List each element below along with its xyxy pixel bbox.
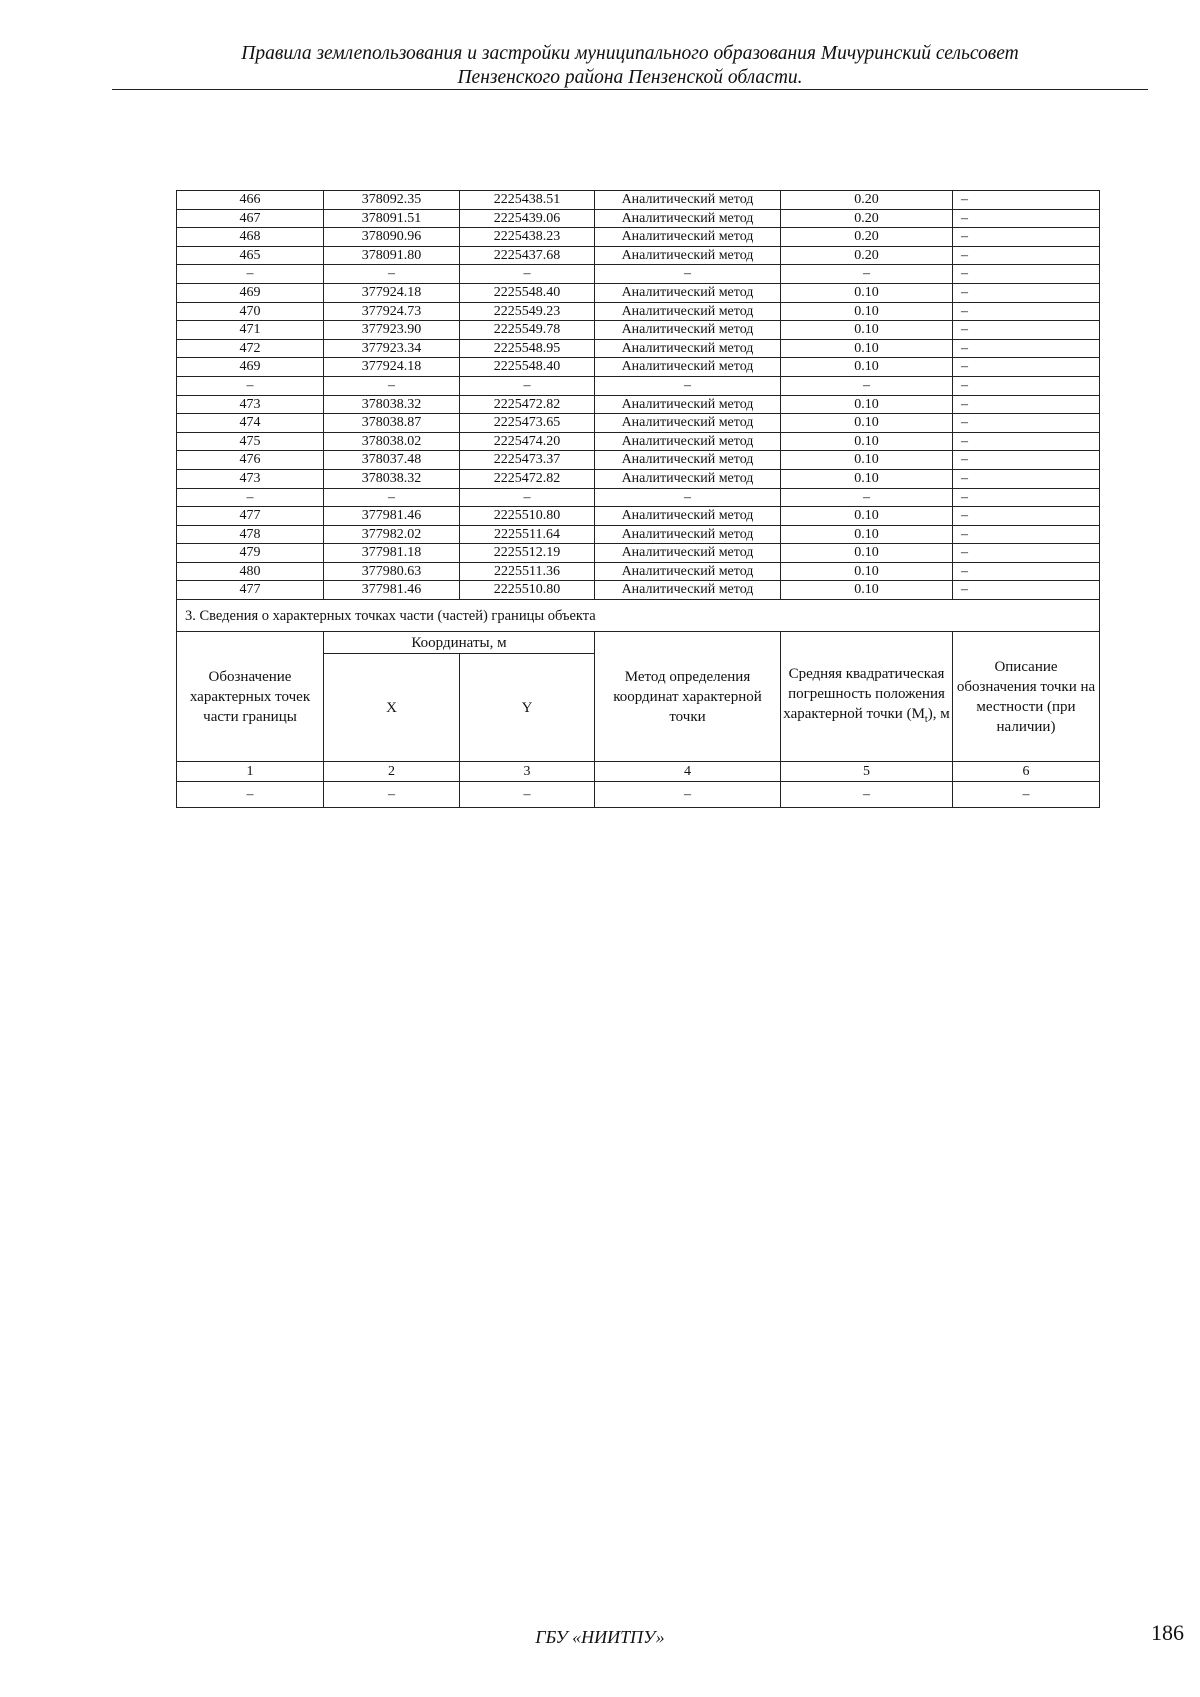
page-number: 186 bbox=[1151, 1620, 1184, 1645]
table-row bbox=[177, 451, 1100, 470]
cell-coord-x: 378038.32 bbox=[324, 395, 460, 414]
cell-point-id: 479 bbox=[177, 544, 324, 563]
table-row bbox=[177, 581, 1100, 600]
cell-error: – bbox=[781, 488, 953, 507]
header-line-2: Пензенского района Пензенской области. bbox=[457, 67, 803, 88]
cell-description: – bbox=[953, 265, 1100, 284]
column-number: 2 bbox=[324, 762, 460, 782]
cell-coord-x: – bbox=[324, 265, 460, 284]
cell-error: 0.10 bbox=[781, 507, 953, 526]
cell-error: – bbox=[781, 376, 953, 395]
table-row bbox=[177, 265, 1100, 284]
cell-method: Аналитический метод bbox=[595, 562, 781, 581]
cell-coord-x: 378090.96 bbox=[324, 228, 460, 247]
cell-coord-y: 2225548.40 bbox=[460, 283, 595, 302]
cell-error: 0.10 bbox=[781, 358, 953, 377]
cell-method: – bbox=[595, 265, 781, 284]
cell-coord-x: 377982.02 bbox=[324, 525, 460, 544]
cell-point-id: 476 bbox=[177, 451, 324, 470]
cell-point-id: 473 bbox=[177, 469, 324, 488]
cell-coord-y: – bbox=[460, 265, 595, 284]
cell-point-id: 480 bbox=[177, 562, 324, 581]
cell-point-id: 470 bbox=[177, 302, 324, 321]
table-row bbox=[177, 469, 1100, 488]
cell-coord-y: 2225439.06 bbox=[460, 209, 595, 228]
cell-point-id: 465 bbox=[177, 246, 324, 265]
table-row bbox=[177, 507, 1100, 526]
cell-error: – bbox=[781, 265, 953, 284]
cell-coord-y: 2225474.20 bbox=[460, 432, 595, 451]
cell-error: 0.20 bbox=[781, 246, 953, 265]
cell-coord-x: 377981.46 bbox=[324, 507, 460, 526]
cell-coord-y: 2225438.51 bbox=[460, 191, 595, 210]
cell-description: – bbox=[953, 488, 1100, 507]
section-3-title-row bbox=[177, 600, 1100, 632]
column-number: 4 bbox=[595, 762, 781, 782]
cell-method: Аналитический метод bbox=[595, 451, 781, 470]
cell-coord-x: 377981.18 bbox=[324, 544, 460, 563]
header-description: Описание обозначения точки на местности (при наличии) bbox=[953, 632, 1100, 762]
cell-coord-y: 2225437.68 bbox=[460, 246, 595, 265]
table-row bbox=[177, 395, 1100, 414]
cell-point-id: 467 bbox=[177, 209, 324, 228]
cell-description: – bbox=[953, 395, 1100, 414]
cell-coord-y: – bbox=[460, 488, 595, 507]
table-row bbox=[177, 432, 1100, 451]
table-row bbox=[177, 228, 1100, 247]
empty-cell: – bbox=[953, 782, 1100, 808]
cell-method: Аналитический метод bbox=[595, 358, 781, 377]
cell-error: 0.10 bbox=[781, 581, 953, 600]
cell-point-id: 466 bbox=[177, 191, 324, 210]
header-error bbox=[781, 632, 953, 762]
header-coordinates: Координаты, м bbox=[324, 632, 595, 654]
cell-coord-x: 377980.63 bbox=[324, 562, 460, 581]
cell-method: Аналитический метод bbox=[595, 339, 781, 358]
cell-error: 0.10 bbox=[781, 283, 953, 302]
cell-coord-x: 377981.46 bbox=[324, 581, 460, 600]
column-number: 6 bbox=[953, 762, 1100, 782]
cell-method: Аналитический метод bbox=[595, 228, 781, 247]
cell-error: 0.10 bbox=[781, 562, 953, 581]
cell-point-id: 478 bbox=[177, 525, 324, 544]
cell-coord-x: 377923.90 bbox=[324, 321, 460, 340]
cell-coord-y: 2225549.23 bbox=[460, 302, 595, 321]
cell-point-id: 477 bbox=[177, 581, 324, 600]
cell-description: – bbox=[953, 562, 1100, 581]
cell-coord-y: 2225548.40 bbox=[460, 358, 595, 377]
cell-method: Аналитический метод bbox=[595, 395, 781, 414]
column-number: 5 bbox=[781, 762, 953, 782]
cell-error: 0.10 bbox=[781, 414, 953, 433]
section-3-empty-row bbox=[177, 782, 1100, 808]
page-header bbox=[112, 42, 1148, 90]
cell-point-id: 468 bbox=[177, 228, 324, 247]
cell-error: 0.20 bbox=[781, 191, 953, 210]
cell-coord-x: 377924.18 bbox=[324, 283, 460, 302]
cell-coord-y: 2225472.82 bbox=[460, 469, 595, 488]
cell-description: – bbox=[953, 339, 1100, 358]
cell-coord-y: 2225510.80 bbox=[460, 581, 595, 600]
table-row bbox=[177, 302, 1100, 321]
cell-point-id: – bbox=[177, 488, 324, 507]
cell-method: Аналитический метод bbox=[595, 283, 781, 302]
cell-error: 0.10 bbox=[781, 432, 953, 451]
cell-error: 0.10 bbox=[781, 469, 953, 488]
table-row bbox=[177, 209, 1100, 228]
cell-method: Аналитический метод bbox=[595, 302, 781, 321]
cell-coord-y: 2225512.19 bbox=[460, 544, 595, 563]
cell-coord-y: 2225472.82 bbox=[460, 395, 595, 414]
cell-description: – bbox=[953, 246, 1100, 265]
cell-description: – bbox=[953, 209, 1100, 228]
cell-description: – bbox=[953, 302, 1100, 321]
cell-coord-x: 378091.51 bbox=[324, 209, 460, 228]
cell-description: – bbox=[953, 469, 1100, 488]
section-3-header-row-1 bbox=[177, 632, 1100, 654]
cell-point-id: 474 bbox=[177, 414, 324, 433]
cell-description: – bbox=[953, 191, 1100, 210]
footer-organization: ГБУ «НИИТПУ» bbox=[535, 1627, 665, 1647]
cell-coord-y: 2225511.64 bbox=[460, 525, 595, 544]
cell-method: Аналитический метод bbox=[595, 191, 781, 210]
cell-point-id: 469 bbox=[177, 358, 324, 377]
cell-coord-y: 2225511.36 bbox=[460, 562, 595, 581]
section-3 bbox=[177, 600, 1100, 808]
cell-method: Аналитический метод bbox=[595, 581, 781, 600]
cell-description: – bbox=[953, 432, 1100, 451]
header-error-text: Средняя квадратическая погрешность положения характерной точки (M bbox=[783, 665, 945, 722]
cell-method: Аналитический метод bbox=[595, 209, 781, 228]
cell-error: 0.10 bbox=[781, 544, 953, 563]
cell-coord-x: 378091.80 bbox=[324, 246, 460, 265]
table-row bbox=[177, 488, 1100, 507]
cell-description: – bbox=[953, 544, 1100, 563]
cell-point-id: 471 bbox=[177, 321, 324, 340]
header-method: Метод определения координат характерной точки bbox=[595, 632, 781, 762]
cell-coord-x: 378038.02 bbox=[324, 432, 460, 451]
cell-error: 0.10 bbox=[781, 395, 953, 414]
cell-point-id: 472 bbox=[177, 339, 324, 358]
table-row bbox=[177, 376, 1100, 395]
table-row bbox=[177, 525, 1100, 544]
cell-coord-y: 2225510.80 bbox=[460, 507, 595, 526]
cell-coord-y: 2225473.65 bbox=[460, 414, 595, 433]
table-row bbox=[177, 283, 1100, 302]
cell-description: – bbox=[953, 451, 1100, 470]
cell-method: Аналитический метод bbox=[595, 469, 781, 488]
cell-point-id: – bbox=[177, 376, 324, 395]
cell-point-id: – bbox=[177, 265, 324, 284]
cell-description: – bbox=[953, 376, 1100, 395]
table-row bbox=[177, 191, 1100, 210]
characteristic-points-table bbox=[176, 190, 1100, 808]
table-row bbox=[177, 544, 1100, 563]
header-point-designation: Обозначение характерных точек части границы bbox=[177, 632, 324, 762]
cell-description: – bbox=[953, 321, 1100, 340]
cell-coord-x: 377923.34 bbox=[324, 339, 460, 358]
cell-method: – bbox=[595, 488, 781, 507]
table-row bbox=[177, 358, 1100, 377]
cell-error: 0.20 bbox=[781, 228, 953, 247]
cell-point-id: 475 bbox=[177, 432, 324, 451]
header-line-1: Правила землепользования и застройки муниципального образования Мичуринский сельсовет bbox=[241, 43, 1019, 64]
cell-description: – bbox=[953, 358, 1100, 377]
header-error-subscript: t bbox=[924, 713, 928, 725]
cell-coord-x: – bbox=[324, 488, 460, 507]
cell-method: Аналитический метод bbox=[595, 544, 781, 563]
header-divider bbox=[112, 89, 1148, 90]
cell-description: – bbox=[953, 581, 1100, 600]
cell-description: – bbox=[953, 507, 1100, 526]
empty-cell: – bbox=[460, 782, 595, 808]
cell-error: 0.10 bbox=[781, 525, 953, 544]
cell-method: Аналитический метод bbox=[595, 414, 781, 433]
cell-method: Аналитический метод bbox=[595, 507, 781, 526]
cell-coord-y: 2225438.23 bbox=[460, 228, 595, 247]
cell-error: 0.10 bbox=[781, 339, 953, 358]
cell-error: 0.10 bbox=[781, 302, 953, 321]
table-row bbox=[177, 339, 1100, 358]
column-number: 3 bbox=[460, 762, 595, 782]
cell-coord-y: 2225473.37 bbox=[460, 451, 595, 470]
cell-method: Аналитический метод bbox=[595, 246, 781, 265]
cell-point-id: 469 bbox=[177, 283, 324, 302]
cell-description: – bbox=[953, 525, 1100, 544]
cell-coord-x: – bbox=[324, 376, 460, 395]
cell-coord-x: 377924.18 bbox=[324, 358, 460, 377]
table-row bbox=[177, 414, 1100, 433]
cell-method: Аналитический метод bbox=[595, 525, 781, 544]
cell-point-id: 473 bbox=[177, 395, 324, 414]
empty-cell: – bbox=[781, 782, 953, 808]
cell-coord-x: 378037.48 bbox=[324, 451, 460, 470]
section-3-title: 3. Сведения о характерных точках части (частей) границы объекта bbox=[177, 600, 1100, 632]
cell-description: – bbox=[953, 414, 1100, 433]
cell-method: – bbox=[595, 376, 781, 395]
column-number: 1 bbox=[177, 762, 324, 782]
table-row bbox=[177, 246, 1100, 265]
table-row bbox=[177, 321, 1100, 340]
cell-method: Аналитический метод bbox=[595, 321, 781, 340]
cell-error: 0.10 bbox=[781, 321, 953, 340]
cell-error: 0.10 bbox=[781, 451, 953, 470]
cell-point-id: 477 bbox=[177, 507, 324, 526]
cell-coord-y: – bbox=[460, 376, 595, 395]
cell-coord-y: 2225548.95 bbox=[460, 339, 595, 358]
header-error-suffix: ), м bbox=[927, 705, 950, 722]
cell-coord-x: 378092.35 bbox=[324, 191, 460, 210]
header-y: Y bbox=[460, 654, 595, 762]
points-table-body bbox=[177, 191, 1100, 600]
cell-coord-x: 378038.32 bbox=[324, 469, 460, 488]
cell-coord-x: 377924.73 bbox=[324, 302, 460, 321]
section-3-number-row bbox=[177, 762, 1100, 782]
cell-coord-x: 378038.87 bbox=[324, 414, 460, 433]
header-x: X bbox=[324, 654, 460, 762]
cell-method: Аналитический метод bbox=[595, 432, 781, 451]
table-row bbox=[177, 562, 1100, 581]
cell-description: – bbox=[953, 228, 1100, 247]
empty-cell: – bbox=[595, 782, 781, 808]
cell-error: 0.20 bbox=[781, 209, 953, 228]
empty-cell: – bbox=[324, 782, 460, 808]
empty-cell: – bbox=[177, 782, 324, 808]
cell-coord-y: 2225549.78 bbox=[460, 321, 595, 340]
cell-description: – bbox=[953, 283, 1100, 302]
